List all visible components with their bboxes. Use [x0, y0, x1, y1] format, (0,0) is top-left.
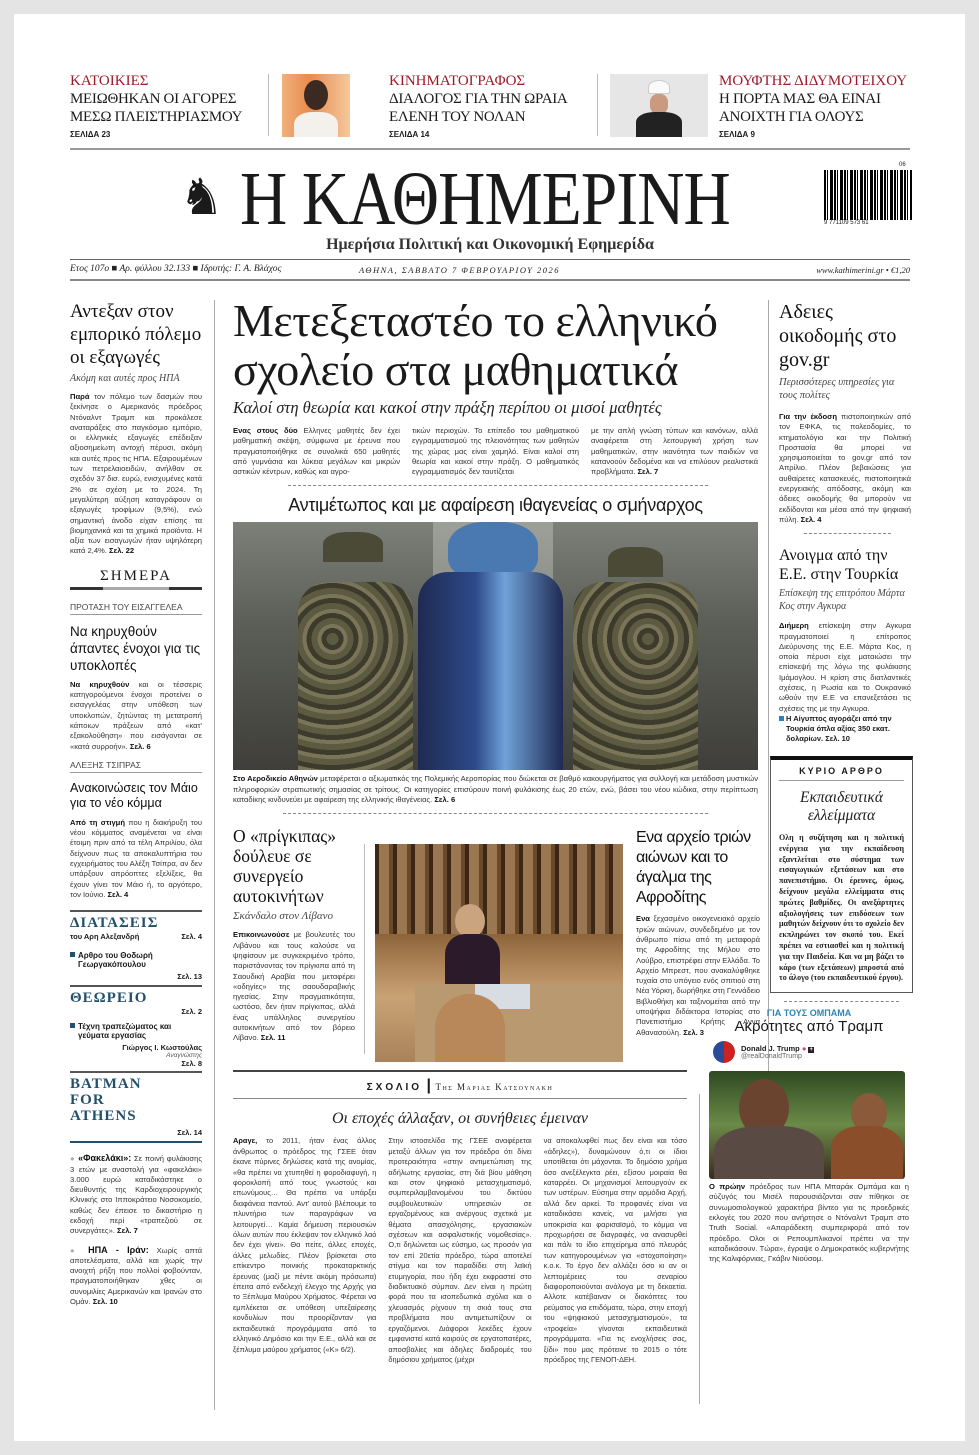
teaser-title: ΔΙΑΛΟΓΟΣ ΓΙΑ ΤΗΝ ΩΡΑΙΑ ΕΛΕΝΗ ΤΟΥ ΝΟΛΑΝ	[389, 91, 567, 125]
article-title: Αδειες οικοδομής στο gov.gr	[779, 301, 897, 371]
video-still-image	[709, 1071, 905, 1179]
editorial-box[interactable]	[770, 756, 913, 993]
divider	[597, 74, 598, 136]
teaser-mufti[interactable]	[719, 72, 919, 139]
comment-title[interactable]: Οι εποχές άλλαξαν, οι συνήθειες έμειναν	[332, 1110, 588, 1128]
divider	[70, 148, 910, 150]
column-page: Σελ. 4	[181, 932, 202, 942]
dateline-left: Ετος 107ο ■ Αρ. φύλλου 32.133 ■ Ιδρυτής: Γ. Α. Βλάχος	[70, 264, 282, 274]
article-body: Διήμερη επίσκεψη στην Αγκυρα πραγματοποιεί η επίτροπος Διεύρυνσης της Ε.Ε. Μάρτα Κος, η οποία πέρυσι είχε ματαιώσει την επίσκεψή της λόγω της φυλάκισης Ιμάμογλου. Η κρίση στις διατλαντικές σχέσεις, η Ρωσία και το Ουκρανικό ωθούν την Ε.Ε να επανεξετάσει τις σχέσεις της με την Αγκυρα.	[779, 621, 911, 713]
article-subtitle: Περισσότερες υπηρεσίες για τους πολίτες	[779, 377, 895, 401]
brief-item[interactable]: ● «Φακελάκι»: Σε ποινή φυλάκισης 3 ετών με αναστολή για «φακελάκι» 3.000 ευρώ καταδικάστηκε ο διευθυντής της Καρδιοχειρουργικής Κλινικής στο Ιπποκράτειο Νοσοκομείο, καθώς δεν έπεισε το δικαστήριο η εκδοχή περί «τραπεζιού σε συνεργάτες». Σελ. 7	[70, 1153, 202, 1236]
editorial-label: ΚΥΡΙΟ ΑΡΘΡΟ	[779, 766, 904, 781]
actress-photo	[282, 74, 350, 137]
divider	[784, 1001, 899, 1002]
column-author: Γιώργος Ι. Κωστούλας	[122, 1043, 202, 1053]
divider	[288, 485, 708, 486]
column-diatasis[interactable]	[70, 915, 202, 981]
brief-item[interactable]: ● ΗΠΑ - Ιράν: Χωρίς απτά αποτελέσματα, αλλά και χωρίς την ανοιχτή ρήξη που πολλοί φοβούνταν, πραγματοποιήθηκαν χθες οι συνομιλίες Αμερικανών και Ιρανών στο Ομάν. Σελ. 10	[70, 1244, 203, 1307]
divider	[364, 844, 365, 1054]
article-title: Να κηρυχθούν άπαντες ένοχοι για τις υποκλοπές	[70, 623, 201, 673]
editorial-title: Εκπαιδευτικά ελλείμματα	[800, 788, 883, 824]
divider	[214, 300, 215, 1410]
officer-escort-photo	[233, 522, 758, 770]
divider	[70, 910, 202, 912]
article-kicker: ΠΡΟΤΑΣΗ ΤΟΥ ΕΙΣΑΓΓΕΛΕΑ	[70, 602, 202, 615]
main-column	[233, 296, 758, 1365]
column-theoreio[interactable]	[70, 990, 202, 1068]
main-article-body: Ενας στους δύο Ελληνες μαθητές δεν έχει μαθηματική σκέψη, σύμφωνα με έρευνα που πραγματοποιήθηκε σε συνολικά 650 μαθητές από γυμνάσια και λύκεια μεγάλων και μικρών αστικών κέντρων, καθώς και αγρο- τικών περιοχών. Το επίπεδο του μαθηματικού εγγραμματισμού της πλειονότητας των μαθητών της χώρας μας είναι χαμηλό. Είναι καλοί στη θεωρία και κακοί στην πράξη. Ο μαθηματικός εγγραμματισμός δεν ταυτίζεται με την απλή γνώση τύπων και κανόνων, αλλά αναφέρεται στη λειτουργική χρήση των μαθηματικών, στην ικανότητα των παιδιών να κατανοούν δεδομένα και να επιλύουν ρεαλιστικά προβλήματα. Σελ. 7	[233, 426, 758, 477]
main-subhead: Καλοί στη θεωρία και κακοί στην πράξη περίπου οι μισοί μαθητές	[233, 398, 662, 417]
article-subtitle: Σκάνδαλο στον Λίβανο	[233, 910, 334, 923]
article-obama[interactable]	[709, 1008, 909, 1264]
avatar	[713, 1041, 735, 1063]
article-title: Αντεξαν στον εμπορικό πόλεμο οι εξαγωγές	[70, 301, 202, 368]
post-handle: @realDonaldTrump	[741, 1053, 802, 1061]
article-subtitle: Επίσκεψη της επιτρόπου Μάρτα Κος στην Αγκυρα	[779, 588, 905, 613]
mufti-photo	[610, 74, 708, 137]
masthead-title[interactable]: Η ΚΑΘΗΜΕΡΙΝΗ	[240, 157, 730, 241]
column-title: BATMAN FOR ATHENS	[70, 1076, 142, 1125]
griffin-logo-icon: ♞	[179, 169, 224, 225]
article-title: Ανοιγμα από την Ε.Ε. στην Τουρκία	[779, 547, 899, 584]
article-kicker: ΑΛΕΞΗΣ ΤΣΙΠΡΑΣ	[70, 760, 202, 773]
dateline-date: ΑΘΗΝΑ, ΣΑΒΒΑΤΟ 7 ΦΕΒΡΟΥΑΡΙΟΥ 2026	[359, 265, 561, 275]
column-page: Σελ. 13	[177, 972, 202, 982]
barcode-issue: 06	[899, 162, 906, 168]
left-column	[70, 300, 202, 1307]
barcode-number: 9 771109 573 61	[824, 220, 869, 226]
library-photo	[375, 844, 623, 1062]
column-page: Σελ. 14	[177, 1128, 202, 1138]
related-item: Η Αίγυπτος αγοράζει από την Τουρκία όπλα αξίας 350 εκατ. δολαρίων. Σελ. 10	[779, 714, 911, 744]
bullet-icon	[70, 952, 75, 957]
article-subtitle: Ακόμη και αυτές προς ΗΠΑ	[70, 373, 180, 384]
article-title: Ακρότητες από Τραμπ	[734, 1018, 884, 1036]
article-body: Να κηρυχθούν και οι τέσσερις κατηγορούμενοι ένοχοι προτείνει ο εισαγγελέας στην υπόθεση των υποκλοπών, ζητώντας τη μετατροπή κάποιων πράξεων από «κατ' εξακολούθηση» που εισάγονται σε «κατά συρροήν». Σελ. 6	[70, 679, 202, 751]
column-title: ΘΕΩΡΕΙΟ	[70, 990, 148, 1007]
article-kicker: ΓΙΑ ΤΟΥΣ ΟΜΠΑΜΑ	[766, 1008, 852, 1019]
article-permits[interactable]	[779, 300, 911, 525]
bullet-icon	[70, 1023, 75, 1028]
lower-stories-row	[233, 826, 758, 1062]
divider	[70, 279, 910, 281]
teaser-page: ΣΕΛΙΔΑ 14	[389, 130, 430, 139]
article-title: Ενα αρχείο τριών αιώνων και το άγαλμα της Αφροδίτης	[636, 829, 751, 907]
teaser-page: ΣΕΛΙΔΑ 9	[719, 130, 755, 139]
right-column	[709, 300, 913, 1264]
verified-badge-icon: ●	[801, 1044, 807, 1054]
article-turkey[interactable]	[779, 546, 911, 744]
follow-icon: +	[809, 1047, 813, 1054]
divider	[283, 813, 708, 814]
teaser-cinema[interactable]	[389, 72, 589, 139]
newspaper-page	[14, 14, 965, 1441]
teaser-title: Η ΠΟΡΤΑ ΜΑΣ ΘΑ ΕΙΝΑΙ ΑΝΟΙΧΤΗ ΓΙΑ ΟΛΟΥΣ	[719, 91, 881, 125]
teaser-kicker: ΚΙΝΗΜΑΤΟΓΡΑΦΟΣ	[389, 73, 526, 89]
column-batman[interactable]	[70, 1076, 202, 1137]
comment-header: ΣΧΟΛΙΟ | Της Μαριας Κατσουνακη	[233, 1077, 687, 1099]
masthead-subtitle: Ημερήσια Πολιτική και Οικονομική Εφημερίδα	[326, 236, 654, 253]
article-body: Από τη στιγμή που η διακήρυξη του νέου κόμματος αναμένεται να είναι έτοιμη πριν από τα τέλη Απριλίου, όλα δείχνουν πως τα αποκαλυπτήρια του εγχειρήματος του Αλέξη Τσίπρα, αν δεν υπάρξουν απρόοπτες εξελίξεις, θα έχουν γίνει τον Μάιο ή, το αργότερο, τον Ιούνιο. Σελ. 4	[70, 817, 202, 899]
dateline-right[interactable]: www.kathimerini.gr • €1,20	[816, 265, 910, 275]
column-title: ΔΙΑΤΑΣΕΙΣ	[70, 915, 159, 932]
editorial-body: Ολη η συζήτηση και η πολιτική ενέργεια για την εκπαίδευση εξαντλείται στο σύστημα των εισαγωγικών εξετάσεων και στο πανεπιστήμιο. Οι έρευνες, όμως, δείχνουν μεγάλα ελλείμματα στις πρώτες βαθμίδες. Οι ανεξάρτητες αξιολογήσεις των επιδόσεων των μαθητών δείχνουν ότι το σχολείο δεν εκπληρώνει τον σκοπό του. Εκεί πρέπει να εστιασθεί και η πολιτική για την Παιδεία. Και να μη βάζει το κάρο (των εξετάσεων) μπροστά από το άλογο (του εκπαιδευτικού έργου).	[779, 832, 904, 983]
article-body: Ο πρώην πρόεδρος των ΗΠΑ Μπαράκ Ομπάμα και η σύζυγός του Μισέλ παρουσιάζονται σαν πίθηκοι σε συνωμοσιολογικού χαρακτήρα βίντεο για τις προεδρικές εκλογές του 2020 που ανήρτησε ο Ντόναλντ Τραμπ στο Truth Social. «Απαράδεκτη συμπεριφορά από τον πρόεδρο. Ολοι οι Ρεπουμπλικανοί πρέπει να την καταδικάσουν. Τώρα», έγραψε ο Δημοκρατικός κυβερνήτης της Καλιφόρνιας, Γκάβιν Νιούσομ.	[709, 1182, 909, 1264]
teaser-title: ΜΕΙΩΘΗΚΑΝ ΟΙ ΑΓΟΡΕΣ ΜΕΣΩ ΠΛΕΙΣΤΗΡΙΑΣΜΟΥ	[70, 91, 243, 125]
post-author: Donald J. Trump	[741, 1044, 800, 1054]
divider	[699, 1094, 700, 1404]
article-prince[interactable]	[233, 826, 355, 1043]
today-heading: ΣΗΜΕΡΑ	[100, 567, 172, 584]
column-item: Αρθρο του Θοδωρή Γεωργακόπουλου	[70, 951, 202, 969]
comment-author: Της Μαριας Κατσουνακη	[435, 1082, 554, 1093]
teaser-housing[interactable]	[70, 72, 260, 139]
teaser-kicker: ΜΟΥΦΤΗΣ ΔΙΔΥΜΟΤΕΙΧΟΥ	[719, 73, 908, 89]
divider	[70, 1071, 202, 1073]
article-body: Παρά τον πόλεμο των δασμών που ξεκίνησε ο Αμερικανός πρόεδρος Ντόναλντ Τραμπ και προκάλεσε αναταράξεις στο παγκόσμιο εμπόριο, οι ελληνικές εξαγωγές επέδειξαν αξιοσημείωτη αντοχή πέρυσι, ακόμη και αυτές προς τις ΗΠΑ. Εξαιρουμένων των πετρελαιοειδών, ανήλθαν σε σχεδόν 37 δισ. ευρώ, ενισχυμένες κατά 2% σε σχέση με το 2024. Τη μεγαλύτερη αύξηση καταγράφουν οι εξαγωγές τροφίμων (9,5%), ενώ σημαντική άνοδο είχαν επίσης τα βιομηχανικά και τα χημικά προϊόντα. Η αξία των εισαγωγών ήταν υψηλότερη κατά 2,4%. Σελ. 22	[70, 392, 202, 556]
main-headline[interactable]: Μετεξεταστέο το ελληνικό σχολείο στα μαθηματικά	[233, 295, 718, 395]
column-author: του Αρη Αλεξανδρή	[70, 932, 140, 942]
article-wiretap[interactable]	[70, 602, 202, 752]
teaser-kicker: ΚΑΤΟΙΚΙΕΣ	[70, 73, 149, 89]
divider	[70, 587, 202, 590]
brief-list	[70, 1153, 202, 1307]
teaser-page: ΣΕΛΙΔΑ 23	[70, 130, 111, 139]
column-page: Σελ. 8	[181, 1059, 202, 1069]
bullet-icon	[779, 716, 784, 721]
divider	[70, 985, 202, 987]
article-title: Ο «πρίγκιπας» δούλευε σε συνεργείο αυτοκινήτων	[233, 826, 336, 907]
photo-headline[interactable]: Αντιμέτωπος και με αφαίρεση ιθαγενείας ο σμήναρχος	[288, 495, 703, 516]
comment-body: Αραγε, το 2011, ήταν ένας άλλος άνθρωπος ο πρόεδρος της ΓΣΕΕ όταν έκανε πύρινες δηλώσεις κατά της ανομίας, «θα πρέπει να χτυπηθεί η φοροδιαφυγή, η φοροκλοπή από τους γνωστούς και επωνύμους… Θα πρέπει να υπάρξει διαφάνεια παντού. Αντ' αυτού βλέπουμε το πλυντήριο των παραγράφων να λειτουργεί… Καμία δήμευση περιουσιών όλων αυτών που έκλεψαν τον ελληνικό λαό δεν έχει γίνει». Θα πείτε, άλλες εποχές, άλλες μελωδίες. Πλέον βρίσκεται στο επίκεντρο ποινικής προκαταρκτικής έρευνας (μαζί με πέντε ακόμη πρόσωπα) έπειτα από ενδελεχή έλεγχο της Αρχής για το Ξέπλυμα Μαύρου Χρήματος. Φέρεται να εμπλέκεται σε υπόθεση υπεξαίρεσης κονδυλίων που προορίζονταν για εκπαιδευτικά προγράμματα από το ελληνικό Δημόσιο και την Ε.Ε., αλλά και σε ξέπλυμα μαύρου χρήματος («Κ» 6/2). Στην ιστοσελίδα της ΓΣΕΕ αναφέρεται μεταξύ άλλων για τον πρόεδρο ότι δίνει προτεραιότητα «στην αντιμετώπιση της αδήλωτης εργασίας, στη διά βίου μάθηση και στον ψηφιακό μετασχηματισμό, συμπεριλαμβανομένου του δικτύου συμβουλευτικών υπηρεσιών σε εργαζομένους και ανέργους σχετικά με θέματα απασχόλησης, εργασιακών σχέσεων και ασφαλιστικής νομοθεσίας». Ο,τι δηλώνεται ως εύσημο, ως προσόν για τον επί 20ετία πρόεδρο, τώρα αποτελεί στίγμα και τον παραδίδει στη λαϊκή ετυμηγορία, που ήδη έχει εκφραστεί στο διαδικτυακό σύμπαν. Δεν είναι η πρώτη φορά που τα ισοπεδωτικά σχόλια και ο χλευασμός ρίχνουν τη σκιά τους στα προβλήματα που αντιμετωπίζουν οι εργαζόμενοι. Διάφοροι λεκέδες έχουν εμφανιστεί κατά καιρούς σε εργατοπατέρες, αποσβαλίες και άδηλες διαδρομές του δημόσιου χρήματος (μέχρι να αποκαλυφθεί πως δεν είναι και τόσο «άδηλες»), δυναμώνουν ό,τι οι ίδιοι υποτίθεται ότι μάχονται. Το δημόσιο χρήμα όσο ανεξέλεγκτα ρέει, εξίσου μοιραία θα καταρρέει. Οι μηχανισμοί λειτουργούν εκ των υστέρων. Εύσημα στην αρμόδια Αρχή, αλλά δεν αρκεί. Το προφανές είναι να καταδικάσει κανείς, να μιλήσει για υποκρισία και φαρισαϊσμό, το κόμμα να προχωρήσει σε διαγραφές, να ανασυρθεί και πάλι το ίδιο επιχείρημα από πλευράς των κατηγορουμένων για «στοχοποίηση» κ.ο.κ. Το έργο δεν αλλάζει όσο κι αν οι λεπτομέρειες του σεναρίου διαφοροποιούνται ανάλογα με τη δεκαετία. Αλλοτε κατέβαιναν οι διακόπτες του ρεύματος για επιδόματα, τώρα, στην εποχή του «ψηφιακού μετασχηματισμού», τα «τροφεία» γίνονται εκπαιδευτικά προγράμματα. «Για τις ενοχλήσεις σας, ξίδι» που μας πρότεινε το 2015 ο τότε πρόεδρος της ΓΕΝΟΠ-ΔΕΗ.	[233, 1136, 687, 1364]
article-tsipras[interactable]	[70, 760, 202, 900]
article-body: Επικοινωνούσε με βουλευτές του Λιβάνου και τους καλούσε να ψηφίσουν με συγκεκριμένο τρόπο, παριστάνοντας τον πρίγκιπα από τη Σαουδική Αραβία που μεταφέρει «οδηγίες» της σαουδαραβικής ηγεσίας. Στην πραγματικότητα, ωστόσο, δεν ήταν πρίγκιπας, αλλά ένας υπάλληλος συνεργείου αυτοκινήτων από τον βόρειο Λίβανο. Σελ. 11	[233, 930, 355, 1043]
column-author-role: Αναγνώστης	[166, 1052, 202, 1060]
article-body: Για την έκδοση πιστοποιητικών από τον ΕΦΚΑ, τις πολεοδομίες, το κτηματολόγιο και την Πολιτική Προστασία θα μπορεί να χρησιμοποιείται το gov.gr από τον Απρίλιο. Πλέον βεβαιώσεις για αυθαίρετες κατασκευές, πιστοποιητικά ενεργειακής απόδοσης, ακόμη και άδειες οικοδομής θα μπορούν να εκδίδονται και μέσα από την ψηφιακή πύλη. Σελ. 4	[779, 412, 911, 524]
article-exports[interactable]	[70, 300, 202, 557]
divider	[804, 533, 891, 534]
divider	[70, 1141, 202, 1143]
divider	[233, 1070, 687, 1072]
photo-caption: Στο Αεροδικείο Αθηνών μεταφέρεται ο αξιωματικός της Πολεμικής Αεροπορίας που διώκεται σε βαθμό κακουργήματος για συλλογή και μετάδοση μυστικών πληροφοριών στρατιωτικής σημασίας σε τρίτους. Οι κατηγορίες επισύρουν ποινή φυλάκισης έως 20 ετών, ενώ, βάσει του νέου κώδικα, στην περίπτωση καταδίκης κινδυνεύει με αφαίρεση της ελληνικής ιθαγένειας. Σελ. 6	[233, 774, 758, 805]
social-post-header	[713, 1041, 909, 1063]
comment-label: ΣΧΟΛΙΟ	[366, 1082, 423, 1094]
column-item: Τέχνη τραπεζώματος και γεύματα εργασίας	[70, 1022, 202, 1040]
barcode	[824, 170, 912, 220]
divider	[70, 259, 910, 260]
article-body: Ενα ξεχασμένο οικογενειακό αρχείο τριών αιώνων, συνδεδεμένο με τον άνθρωπο πίσω από τη μεταφορά της Αφροδίτης της Μήλου στο Λούβρο, επιστρέφει στην Ελλάδα. Το Αρχείο Μπρεστ, που ανακαλύφθηκε τυχαία στο υπόγειο ενός σπιτιού στη Νέα Υόρκη, δωρήθηκε στη Γεννάδειο Βιβλιοθήκη και ταξινομείται από την υποψήφια διδάκτορα Ιστορίας στο Πανεπιστήμιο Κρήτης Αννα Αθανασούλη. Σελ. 3	[636, 914, 760, 1037]
divider	[268, 74, 269, 136]
article-title: Ανακοινώσεις τον Μάιο για το νέο κόμμα	[70, 780, 198, 811]
column-page: Σελ. 2	[181, 1007, 202, 1017]
